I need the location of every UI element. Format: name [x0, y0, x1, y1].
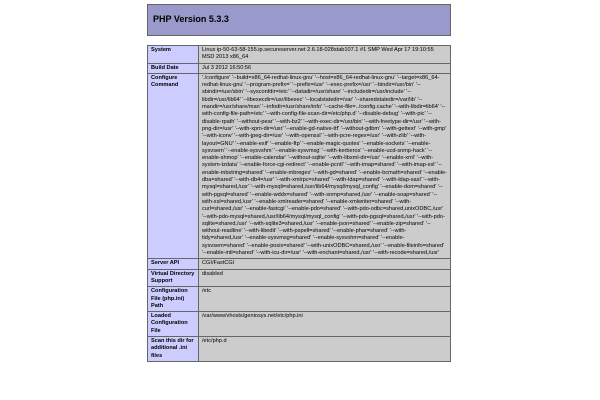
- row-value: Jul 3 2012 16:50:56: [199, 63, 451, 73]
- row-label: Build Date: [148, 63, 199, 73]
- phpinfo-container: [147, 4, 451, 362]
- table-row: [148, 46, 451, 64]
- row-value: Linux ip-50-63-58-155.ip.secureserver.net 2.6.18-028stab107.1 #1 SMP Wed Apr 17 19:10:55 MSD 2013 x86_64: [199, 46, 451, 64]
- row-label: System: [148, 46, 199, 64]
- page-title: PHP Version 5.3.3: [153, 14, 229, 24]
- table-row: [148, 269, 451, 287]
- row-value: disabled: [199, 269, 451, 287]
- table-row: [148, 73, 451, 258]
- table-row: [148, 336, 451, 361]
- version-header: [147, 4, 451, 36]
- row-value: /etc/php.d: [199, 336, 451, 361]
- row-value: './configure' '--build=x86_64-redhat-linux-gnu' '--host=x86_64-redhat-linux-gnu' '--target=x86_64-redhat-linux-gnu' '--program-prefix=' '--prefix=/usr' '--exec-prefix=/usr' '--bindir=/usr/bin' '--sbindir=/usr/sbin' '--sysconfdir=/etc' '--datadir=/usr/share' '--includedir=/usr/include' '--libdir=/usr/lib64' '--libexecdir=/usr/libexec' '--localstatedir=/var' '--sharedstatedir=/var/lib' '--mandir=/usr/share/man' '--infodir=/usr/share/info' '--cache-file=../config.cache' '--with-libdir=lib64' '--with-config-file-path=/etc' '--with-config-file-scan-dir=/etc/php.d' '--disable-debug' '--with-pic' '--disable-rpath' '--without-pear' '--with-bz2' '--with-exec-dir=/usr/bin' '--with-freetype-dir=/usr' '--with-png-dir=/usr' '--with-xpm-dir=/usr' '--enable-gd-native-ttf' '--without-gdbm' '--with-gettext' '--with-gmp' '--with-iconv' '--with-jpeg-dir=/usr' '--with-openssl' '--with-pcre-regex=/usr' '--with-zlib' '--with-layout=GNU' '--enable-exif' '--enable-ftp' '--enable-magic-quotes' '--enable-sockets' '--enable-sysvsem' '--enable-sysvshm' '--enable-sysvmsg' '--with-kerberos' '--enable-ucd-snmp-hack' '--enable-shmop' '--enable-calendar' '--without-sqlite' '--with-libxml-dir=/usr' '--enable-xml' '--with-system-tzdata' '--enable-force-cgi-redirect' '--enable-pcntl' '--with-imap=shared' '--with-imap-ssl' '--enable-mbstring=shared' '--enable-mbregex' '--with-gd=shared' '--enable-bcmath=shared' '--enable-dba=shared' '--with-db4=/usr' '--with-xmlrpc=shared' '--with-ldap=shared' '--with-ldap-sasl' '--with-mysql=shared,/usr' '--with-mysqli=shared,/usr/lib64/mysql/mysql_config' '--enable-dom=shared' '--with-pgsql=shared' '--enable-wddx=shared' '--with-snmp=shared,/usr' '--enable-soap=shared' '--with-xsl=shared,/usr' '--enable-xmlreader=shared' '--enable-xmlwriter=shared' '--with-curl=shared,/usr' '--enable-fastcgi' '--enable-pdo=shared' '--with-pdo-odbc=shared,unixODBC,/usr' '--with-pdo-mysql=shared,/usr/lib64/mysql/mysql_config' '--with-pdo-pgsql=shared,/usr' '--with-pdo-sqlite=shared,/usr' '--with-sqlite3=shared,/usr' '--enable-json=shared' '--enable-zip=shared' '--without-readline' '--with-libedit' '--with-pspell=shared' '--enable-phar=shared' '--with-tidy=shared,/usr' '--enable-sysvmsg=shared' '--enable-sysvshm=shared' '--enable-sysvsem=shared' '--enable-posix=shared' '--with-unixODBC=shared,/usr' '--enable-fileinfo=shared' '--enable-intl=shared' '--with-icu-dir=/usr' '--with-enchant=shared,/usr' '--with-recode=shared,/usr': [199, 73, 451, 258]
- row-label: Configuration File (php.ini) Path: [148, 287, 199, 312]
- row-label: Virtual Directory Support: [148, 269, 199, 287]
- row-value: CGI/FastCGI: [199, 259, 451, 269]
- table-row: [148, 287, 451, 312]
- table-row: [148, 63, 451, 73]
- info-table: [147, 45, 451, 362]
- row-value: /var/www/vhosts/geniosys.net/etc/php.ini: [199, 312, 451, 337]
- table-row: [148, 259, 451, 269]
- row-label: Server API: [148, 259, 199, 269]
- row-label: Loaded Configuration File: [148, 312, 199, 337]
- row-label: Configure Command: [148, 73, 199, 258]
- row-label: Scan this dir for additional .ini files: [148, 336, 199, 361]
- table-row: [148, 312, 451, 337]
- row-value: /etc: [199, 287, 451, 312]
